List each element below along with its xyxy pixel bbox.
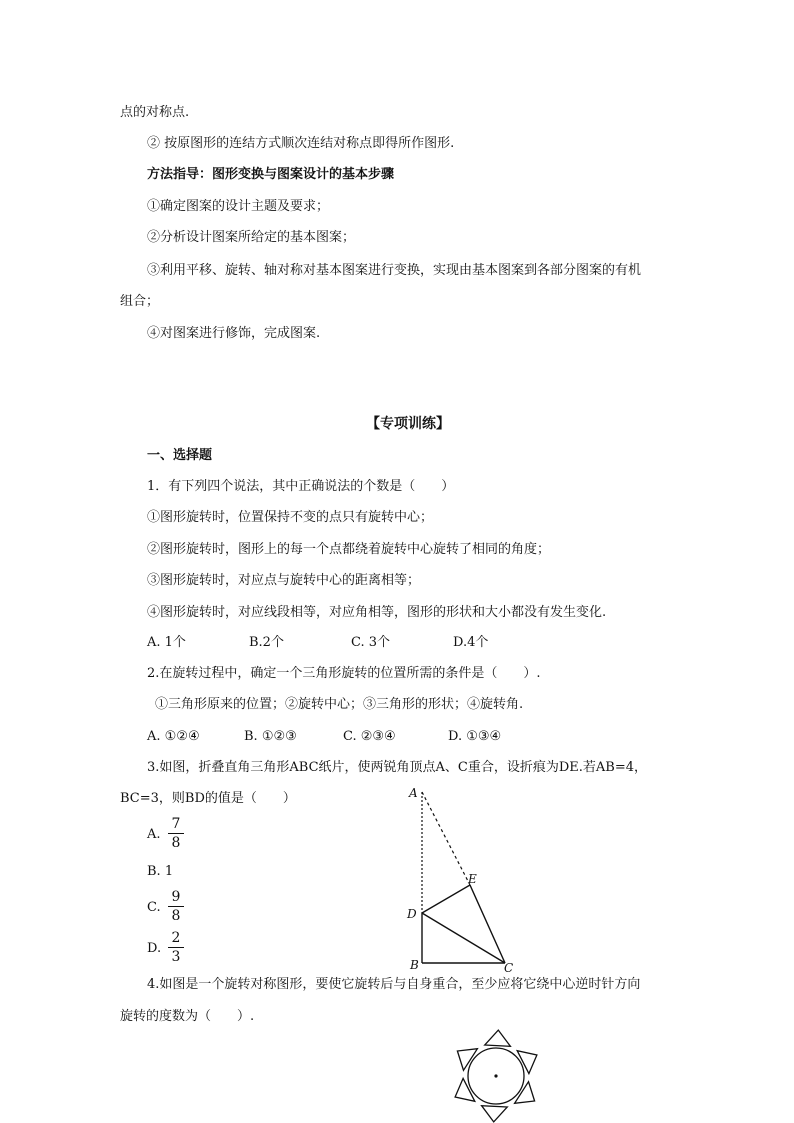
fraction-numerator: 9 bbox=[171, 889, 181, 905]
fraction-bar bbox=[168, 833, 184, 834]
label-e: E bbox=[468, 872, 477, 886]
fraction-denominator: 3 bbox=[171, 949, 181, 965]
fraction-numerator: 7 bbox=[171, 816, 181, 832]
method-step-3: ③利用平移、旋转、轴对称对基本图案进行变换，实现由基本图案到各部分图案的有机 bbox=[147, 263, 642, 278]
method-step-2: ②分析设计图案所给定的基本图案； bbox=[147, 230, 356, 245]
pattern-triangle bbox=[515, 1082, 535, 1104]
q3-option-c-fraction bbox=[168, 889, 184, 924]
pattern-triangle bbox=[482, 1106, 508, 1122]
intro-line-2: ② 按原图形的连结方式顺次连结对称点即得所作图形. bbox=[147, 136, 455, 151]
q3-option-b: B. 1 bbox=[147, 864, 174, 879]
q2-option-d: D. ①③④ bbox=[448, 729, 502, 744]
q1-statement-1: ①图形旋转时，位置保持不变的点只有旋转中心； bbox=[147, 510, 434, 525]
q2-conditions: ①三角形原来的位置；②旋转中心；③三角形的形状；④旋转角. bbox=[155, 697, 524, 712]
segment-ec bbox=[470, 885, 505, 963]
fraction-bar bbox=[168, 906, 184, 907]
q3-option-d-label: D. bbox=[147, 941, 162, 956]
q1-option-a: A. 1个 bbox=[147, 635, 186, 650]
q1-option-b: B.2个 bbox=[249, 635, 284, 650]
center-dot bbox=[494, 1074, 497, 1077]
label-b: B bbox=[410, 958, 419, 972]
q4-stem-2: 旋转的度数为（ ）. bbox=[120, 1009, 255, 1024]
q4-rotation-pattern-figure bbox=[444, 1028, 548, 1123]
segment-dc bbox=[422, 913, 505, 963]
part-title: 一、选择题 bbox=[147, 448, 213, 463]
method-step-3-cont: 组合； bbox=[120, 294, 160, 309]
q3-stem-2: BC=3，则BD的值是（ ） bbox=[120, 791, 296, 806]
q2-option-c: C. ②③④ bbox=[343, 729, 396, 744]
fraction-denominator: 8 bbox=[171, 835, 181, 851]
segment-ae-dashed bbox=[422, 792, 470, 885]
q1-option-c: C. 3个 bbox=[351, 635, 391, 650]
q3-option-c-label: C. bbox=[147, 900, 161, 915]
q4-stem-1: 4.如图是一个旋转对称图形，要使它旋转后与自身重合，至少应将它绕中心逆时针方向 bbox=[147, 977, 641, 992]
q3-option-d-fraction bbox=[168, 930, 184, 965]
intro-line-1: 点的对称点. bbox=[120, 105, 190, 120]
q1-statement-3: ③图形旋转时，对应点与旋转中心的距离相等； bbox=[147, 573, 421, 588]
q3-triangle-figure bbox=[395, 780, 525, 975]
q3-stem-1: 3.如图，折叠直角三角形ABC纸片，使两锐角顶点A、C重合，设折痕为DE.若AB=4， bbox=[147, 760, 648, 775]
q2-option-b: B. ①②③ bbox=[244, 729, 297, 744]
q2-stem: 2.在旋转过程中，确定一个三角形旋转的位置所需的条件是（ ）. bbox=[147, 666, 541, 681]
label-d: D bbox=[407, 907, 417, 921]
pattern-triangle bbox=[457, 1049, 477, 1071]
q1-option-d: D.4个 bbox=[453, 635, 489, 650]
fraction-denominator: 8 bbox=[171, 908, 181, 924]
q3-option-a-fraction bbox=[168, 816, 184, 851]
q1-stem: 1．有下列四个说法，其中正确说法的个数是（ ） bbox=[147, 479, 455, 494]
q1-statement-4: ④图形旋转时，对应线段相等，对应角相等，图形的形状和大小都没有发生变化. bbox=[147, 605, 607, 620]
q3-option-a-label: A. bbox=[147, 827, 161, 842]
q1-statement-2: ②图形旋转时，图形上的每一个点都绕着旋转中心旋转了相同的角度； bbox=[147, 542, 551, 557]
method-step-4: ④对图案进行修饰，完成图案. bbox=[147, 326, 321, 341]
label-c: C bbox=[504, 961, 514, 975]
method-heading: 方法指导：图形变换与图案设计的基本步骤 bbox=[147, 167, 395, 182]
section-title: 【专项训练】 bbox=[366, 416, 450, 432]
segment-de bbox=[422, 885, 470, 913]
fraction-bar bbox=[168, 947, 184, 948]
pattern-triangle bbox=[485, 1030, 511, 1046]
label-a: A bbox=[409, 786, 418, 800]
q2-option-a: A. ①②④ bbox=[147, 729, 200, 744]
method-step-1: ①确定图案的设计主题及要求； bbox=[147, 199, 330, 214]
fraction-numerator: 2 bbox=[171, 930, 181, 946]
